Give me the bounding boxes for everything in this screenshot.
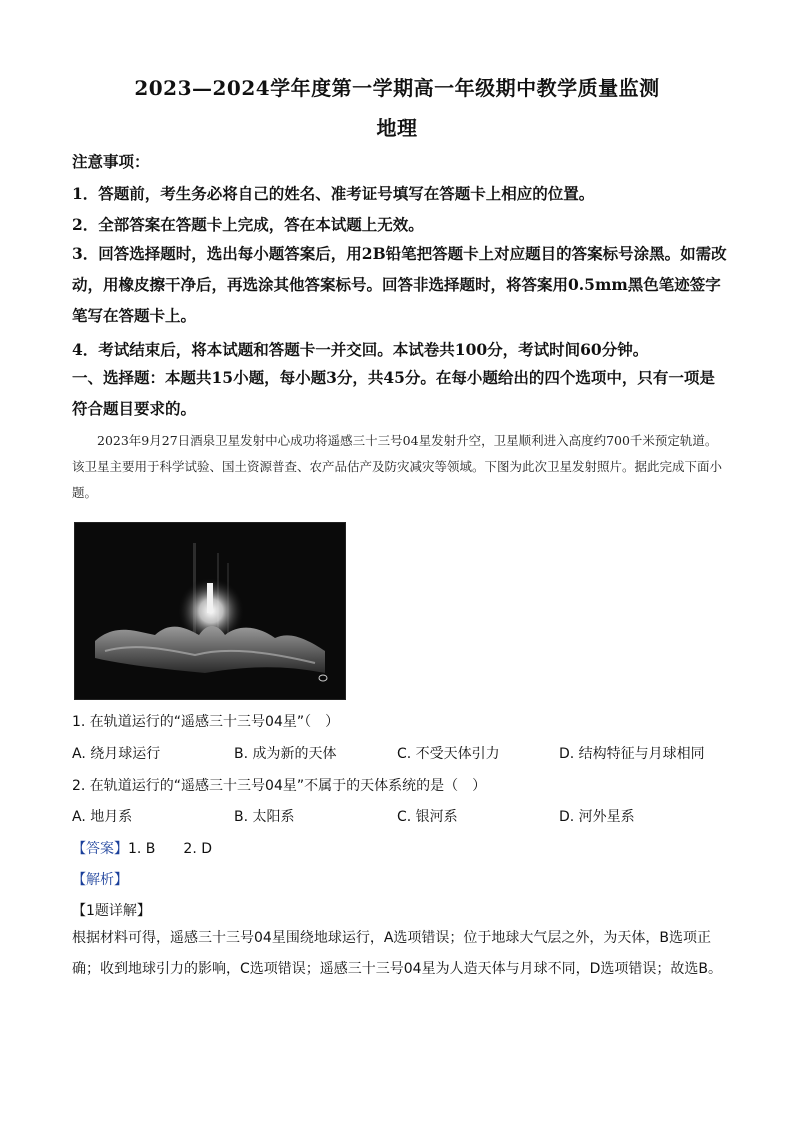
note-item-1: 1．答题前，考生务必将自己的姓名、准考证号填写在答题卡上相应的位置。 (72, 184, 595, 203)
question-1-stem: 1. 在轨道运行的“遥感三十三号04星”（ ） (72, 714, 340, 730)
answer-text: 1. B 2. D (128, 841, 212, 857)
question-1-option-b[interactable]: B. 成为新的天体 (234, 746, 337, 762)
question-2-stem: 2. 在轨道运行的“遥感三十三号04星”不属于的天体系统的是（ ） (72, 778, 487, 794)
question-1-option-d[interactable]: D. 结构特征与月球相同 (559, 746, 705, 762)
note-item-4: 4．考试结束后，将本试题和答题卡一并交回。本试卷共100分，考试时间60分钟。 (72, 340, 649, 359)
launch-photo (74, 522, 346, 700)
note-item-3: 3．回答选择题时，选出每小题答案后，用2B铅笔把答题卡上对应题目的答案标号涂黑。如需改动，用橡皮擦干净后，再选涂其他答案标号。回答非选择题时，将答案用0.5mm黑色笔迹签字笔写在答题卡上。 (72, 244, 727, 325)
question-1-option-c[interactable]: C. 不受天体引力 (397, 746, 500, 762)
notes-heading: 注意事项： (72, 152, 150, 171)
question-2-option-c[interactable]: C. 银河系 (397, 809, 458, 825)
analysis-text: 根据材料可得，遥感三十三号04星围绕地球运行，A选项错误；位于地球大气层之外，为天体，B选项正确；收到地球引力的影响，C选项错误；遥感三十三号04星为人造天体与月球不同，D选项错误；故选B。 (72, 930, 722, 977)
analysis-label: 【解析】 (72, 872, 128, 888)
material-text: 2023年9月27日酒泉卫星发射中心成功将遥感三十三号04星发射升空，卫星顺利进入高度约700千米预定轨道。该卫星主要用于科学试验、国土资源普查、农产品估产及防灾减灾等领域。下图为此次卫星发射照片。据此完成下面小题。 (72, 433, 723, 500)
question-2-option-a[interactable]: A. 地月系 (72, 809, 133, 825)
answer-label: 【答案】 (72, 841, 128, 857)
exam-title: 2023—2024学年度第一学期高一年级期中教学质量监测 (134, 76, 660, 100)
rocket-launch-image (75, 523, 345, 699)
section-heading: 一、选择题：本题共15小题，每小题3分，共45分。在每小题给出的四个选项中，只有一项是符合题目要求的。 (72, 368, 715, 418)
subject-title: 地理 (376, 116, 418, 140)
question-1-option-a[interactable]: A. 绕月球运行 (72, 746, 161, 762)
analysis-detail-label: 【1题详解】 (72, 903, 151, 919)
question-2-option-d[interactable]: D. 河外星系 (559, 809, 635, 825)
note-item-2: 2．全部答案在答题卡上完成，答在本试题上无效。 (72, 215, 424, 234)
question-2-option-b[interactable]: B. 太阳系 (234, 809, 295, 825)
answer-line (72, 838, 212, 858)
